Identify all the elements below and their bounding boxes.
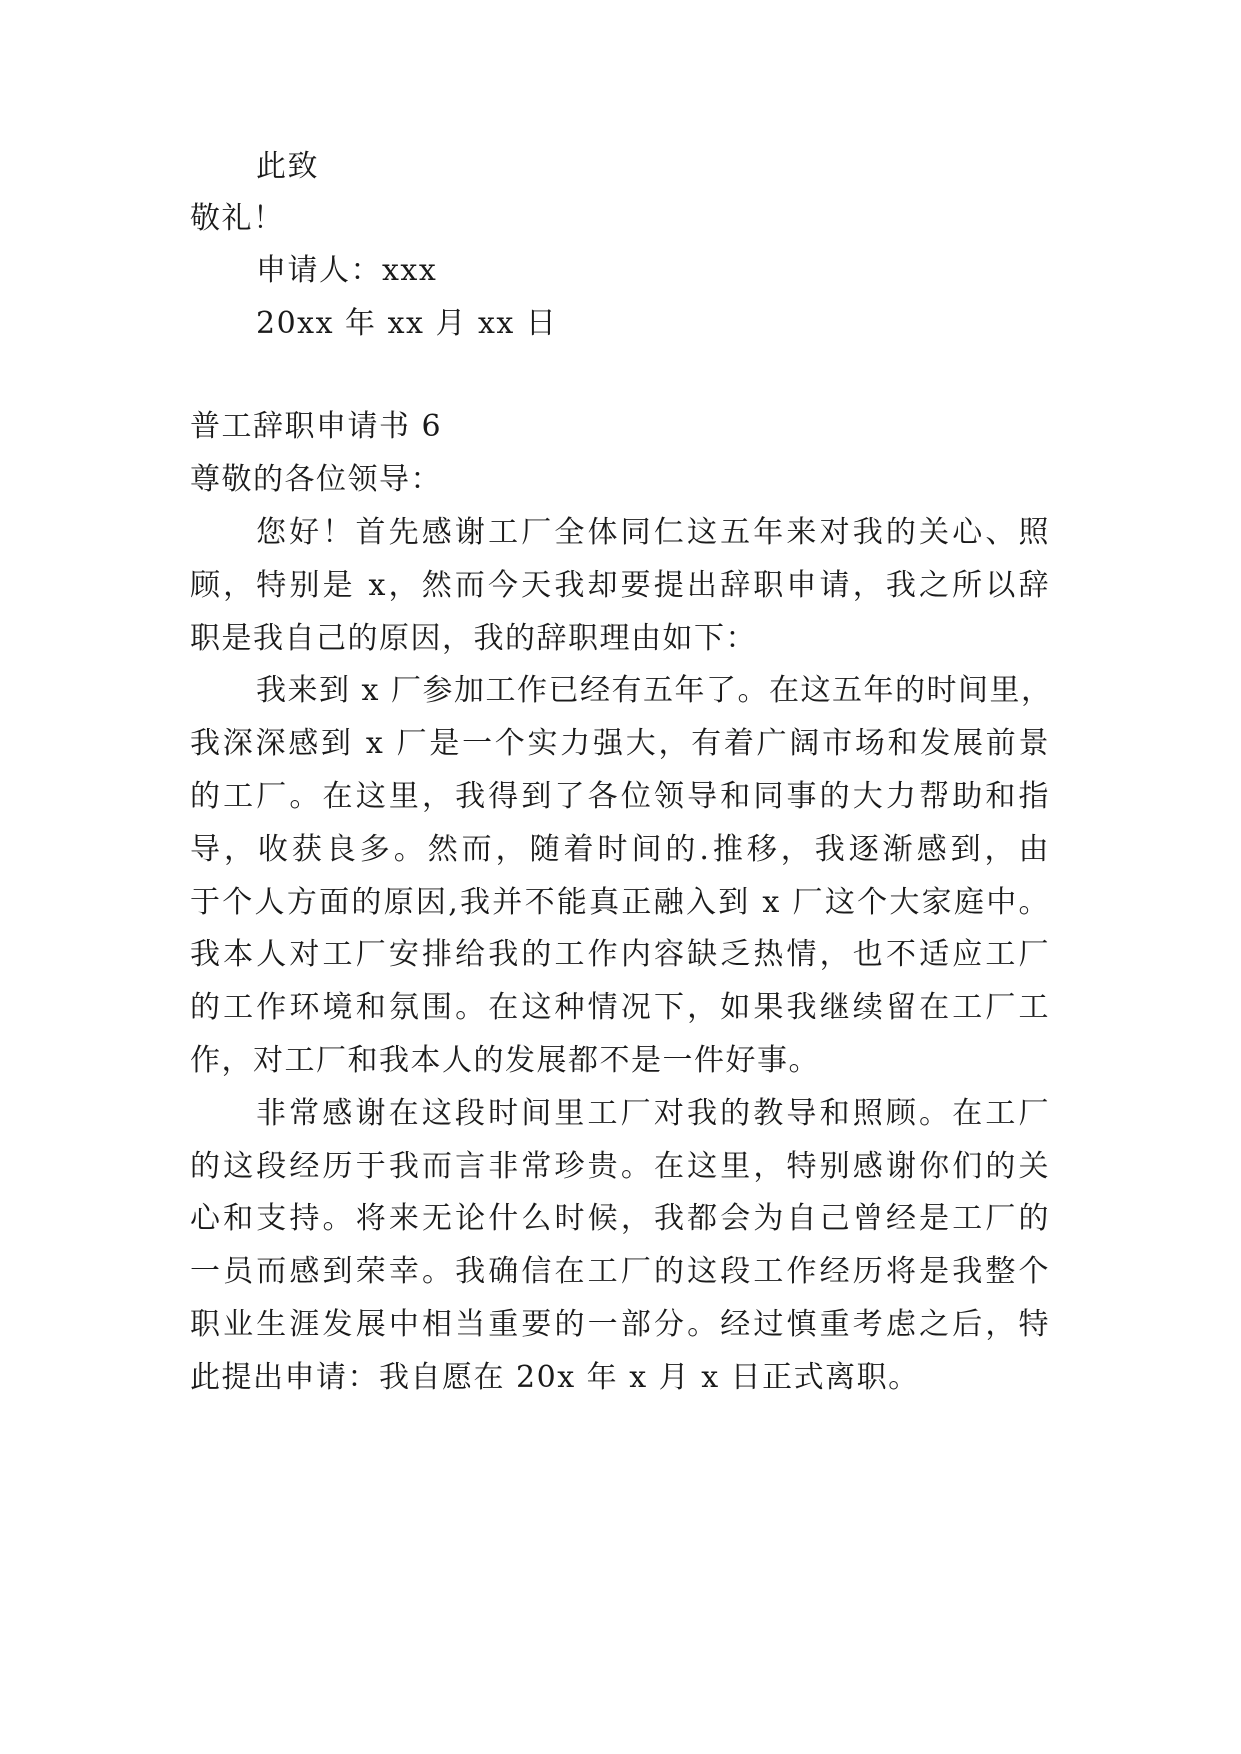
- paragraph-line: 的工作环境和氛围。在这种情况下，如果我继续留在工厂工: [190, 990, 1050, 1025]
- letter-greeting: 尊敬的各位领导：: [190, 462, 442, 497]
- applicant-line: 申请人：xxx: [256, 253, 438, 288]
- paragraph-line: 我深深感到 x 厂是一个实力强大，有着广阔市场和发展前景: [190, 726, 1050, 761]
- paragraph-line: 的工厂。在这里，我得到了各位领导和同事的大力帮助和指: [190, 779, 1050, 814]
- paragraph-line: 职是我自己的原因，我的辞职理由如下：: [190, 621, 757, 656]
- paragraph-line: 非常感谢在这段时间里工厂对我的教导和照顾。在工厂: [256, 1096, 1050, 1131]
- paragraph-line: 此提出申请：我自愿在 20x 年 x 月 x 日正式离职。: [190, 1360, 920, 1395]
- paragraph-line: 顾，特别是 x，然而今天我却要提出辞职申请，我之所以辞: [190, 568, 1050, 603]
- letter-title: 普工辞职申请书 6: [190, 409, 443, 444]
- paragraph-line: 一员而感到荣幸。我确信在工厂的这段工作经历将是我整个: [190, 1254, 1050, 1289]
- paragraph-line: 于个人方面的原因,我并不能真正融入到 x 厂这个大家庭中。: [190, 885, 1050, 920]
- closing-salutation: 此致: [256, 149, 319, 184]
- paragraph-line: 心和支持。将来无论什么时候，我都会为自己曾经是工厂的: [190, 1201, 1050, 1236]
- date-line: 20xx 年 xx 月 xx 日: [256, 306, 558, 341]
- paragraph-line: 我本人对工厂安排给我的工作内容缺乏热情，也不适应工厂: [190, 937, 1050, 972]
- paragraph-line: 您好！首先感谢工厂全体同仁这五年来对我的关心、照: [256, 515, 1050, 550]
- paragraph-line: 我来到 x 厂参加工作已经有五年了。在这五年的时间里，: [256, 673, 1053, 708]
- paragraph-line: 作，对工厂和我本人的发展都不是一件好事。: [190, 1043, 820, 1078]
- paragraph-line: 导，收获良多。然而，随着时间的.推移，我逐渐感到，由: [190, 832, 1050, 867]
- paragraph-line: 职业生涯发展中相当重要的一部分。经过慎重考虑之后，特: [190, 1307, 1050, 1342]
- paragraph-line: 的这段经历于我而言非常珍贵。在这里，特别感谢你们的关: [190, 1149, 1050, 1184]
- closing-respect: 敬礼！: [190, 201, 285, 236]
